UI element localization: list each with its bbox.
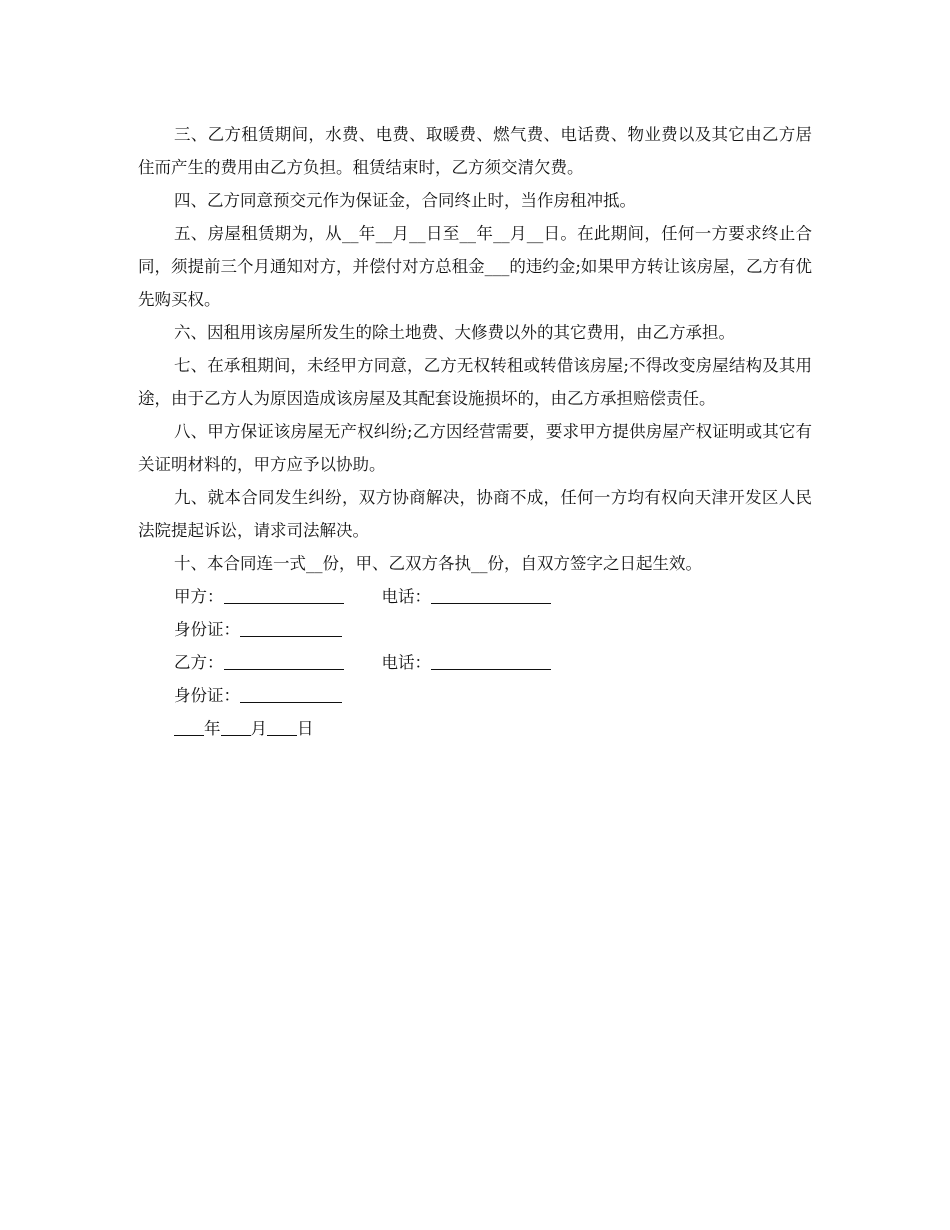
contract-page — [138, 118, 812, 745]
party-a-phone-label: 电话： — [381, 587, 431, 606]
party-a-phone-blank — [431, 585, 551, 604]
signature-block — [138, 580, 812, 745]
party-a-id-blank — [240, 618, 342, 637]
clause-6: 六、因租用该房屋所发生的除土地费、大修费以外的其它费用，由乙方承担。 — [174, 323, 735, 342]
year-blank — [174, 717, 204, 736]
month-label: 月 — [250, 719, 267, 738]
party-a-id-label: 身份证： — [174, 620, 240, 639]
year-label: 年 — [204, 719, 221, 738]
clause-4: 四、乙方同意预交元作为保证金，合同终止时，当作房租冲抵。 — [174, 191, 636, 210]
clause-5: 五、房屋租赁期为，从__年__月__日至__年__月__日。在此期间，任何一方要求终止合同，须提前三个月通知对方，并偿付对方总租金___的违约金;如果甲方转让该房屋，乙方有优先购买权。 — [138, 224, 812, 309]
party-a-blank — [224, 585, 344, 604]
month-blank — [221, 717, 251, 736]
party-b-label: 乙方： — [174, 653, 224, 672]
clause-10: 十、本合同连一式__份，甲、乙双方各执__份，自双方签字之日起生效。 — [174, 554, 702, 573]
party-b-phone-label: 电话： — [381, 653, 431, 672]
party-b-phone-blank — [431, 651, 551, 670]
clause-3: 三、乙方租赁期间，水费、电费、取暖费、燃气费、电话费、物业费以及其它由乙方居住而产生的费用由乙方负担。租赁结束时，乙方须交清欠费。 — [138, 125, 812, 177]
party-b-id-blank — [240, 684, 342, 703]
party-a-id-row — [138, 613, 812, 646]
party-b-id-label: 身份证： — [174, 686, 240, 705]
party-b-id-row — [138, 679, 812, 712]
party-b-row — [138, 646, 812, 679]
party-a-label: 甲方： — [174, 587, 224, 606]
party-a-row — [138, 580, 812, 613]
clause-8: 八、甲方保证该房屋无产权纠纷;乙方因经营需要，要求甲方提供房屋产权证明或其它有关证明材料的，甲方应予以协助。 — [138, 422, 812, 474]
date-row — [138, 712, 812, 745]
clause-7: 七、在承租期间，未经甲方同意，乙方无权转租或转借该房屋;不得改变房屋结构及其用途，由于乙方人为原因造成该房屋及其配套设施损坏的，由乙方承担赔偿责任。 — [138, 356, 812, 408]
party-b-blank — [224, 651, 344, 670]
day-label: 日 — [297, 719, 314, 738]
clause-9: 九、就本合同发生纠纷，双方协商解决，协商不成，任何一方均有权向天津开发区人民法院提起诉讼，请求司法解决。 — [138, 488, 812, 540]
day-blank — [267, 717, 297, 736]
